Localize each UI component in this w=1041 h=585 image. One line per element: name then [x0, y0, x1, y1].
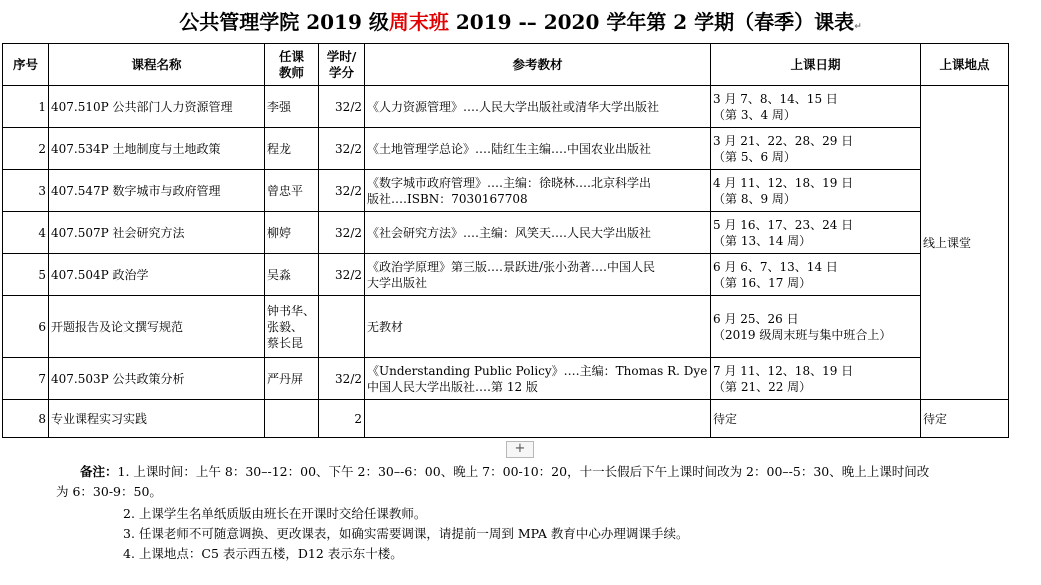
header-hours-line2: 学分: [328, 64, 354, 80]
schedule-table: [2, 43, 1009, 438]
row-no: 3: [3, 170, 49, 212]
row-no: 8: [3, 400, 49, 438]
row-textbook: 《社会研究方法》‥‥主编：风笑天‥‥人民大学出版社: [365, 212, 711, 254]
title-part-3: 2019 -– 2020 学年第 2 学期（春季）课表: [448, 10, 855, 34]
row-date-line2: （第 16、17 周）: [713, 275, 812, 290]
table-row: [3, 358, 1009, 400]
row-date-line1: 3 月 7、8、14、15 日: [713, 91, 838, 106]
row-hours: 32/2: [319, 86, 365, 128]
note-item-1-line-1: [80, 462, 929, 481]
table-row: [3, 86, 1009, 128]
row-teacher-line3: 蔡长昆: [267, 335, 304, 350]
row-textbook: [365, 400, 711, 438]
header-dates: 上课日期: [711, 44, 921, 86]
row-date-line1: 7 月 11、12、18、19 日: [713, 363, 854, 378]
row-date-line2: （第 5、6 周）: [713, 149, 796, 164]
row-hours: 2: [319, 400, 365, 438]
table-row: [3, 128, 1009, 170]
row-teacher: [265, 400, 319, 438]
row-hours: 32/2: [319, 170, 365, 212]
row-dates: [711, 358, 921, 400]
row-course: 407.503P 公共政策分析: [49, 358, 265, 400]
add-row-button[interactable]: +: [506, 441, 534, 458]
row-teacher-line1: 钟书华、: [267, 303, 316, 318]
row-textbook: [365, 254, 711, 296]
row-hours: 32/2: [319, 128, 365, 170]
row-teacher: 曾忠平: [265, 170, 319, 212]
row-no: 5: [3, 254, 49, 296]
row-dates: [711, 128, 921, 170]
row-course: 407.534P 土地制度与土地政策: [49, 128, 265, 170]
row-course: 专业课程实习实践: [49, 400, 265, 438]
header-teacher-line2: 教师: [278, 64, 304, 80]
row-date-line1: 6 月 25、26 日: [713, 311, 799, 326]
table-row: [3, 170, 1009, 212]
row-no: 6: [3, 296, 49, 358]
row-dates: [711, 296, 921, 358]
row-date-line2: （第 3、4 周）: [713, 107, 796, 122]
header-hours: [319, 44, 365, 86]
row-no: 2: [3, 128, 49, 170]
row-location: 待定: [921, 400, 1009, 438]
row-dates: [711, 170, 921, 212]
header-teacher-line1: 任课: [278, 48, 304, 64]
row-hours: 32/2: [319, 358, 365, 400]
row-dates: 待定: [711, 400, 921, 438]
row-date-line2: （2019 级周末班与集中班合上）: [713, 327, 892, 342]
row-teacher: 吴淼: [265, 254, 319, 296]
row-textbook: 无教材: [365, 296, 711, 358]
page-title: [0, 6, 1041, 35]
row-dates: [711, 254, 921, 296]
row-textbook: [365, 358, 711, 400]
row-teacher: 李强: [265, 86, 319, 128]
row-date-line2: （第 13、14 周）: [713, 233, 812, 248]
header-location: 上课地点: [921, 44, 1009, 86]
row-no: 4: [3, 212, 49, 254]
table-header-row: [3, 44, 1009, 86]
row-teacher-line2: 张毅、: [267, 319, 304, 334]
row-textbook-line1: 《Understanding Public Policy》‥‥主编：Thomas R. Dye: [367, 363, 708, 378]
row-teacher: 柳婷: [265, 212, 319, 254]
row-course: 407.507P 社会研究方法: [49, 212, 265, 254]
row-date-line1: 5 月 16、17、23、24 日: [713, 217, 854, 232]
note-item-2: 2. 上课学生名单纸质版由班长在开课时交给任课教师。: [123, 506, 427, 521]
title-part-1: 公共管理学院 2019 级: [179, 10, 389, 34]
header-course: 课程名称: [49, 44, 265, 86]
row-textbook: 《土地管理学总论》‥‥陆红生主编‥‥中国农业出版社: [365, 128, 711, 170]
note-item-1-text: 1. 上课时间：上午 8：30–-12：00、下午 2：30–-6：00、晚上 7：00-10：20，十一长假后下午上课时间改为 2：00–-5：30、晚上上课时间改: [117, 464, 930, 479]
row-dates: [711, 86, 921, 128]
row-textbook: [365, 170, 711, 212]
merged-location-cell: 线上课堂: [921, 86, 1009, 400]
row-textbook-line2: 中国人民大学出版社‥‥第 12 版: [367, 379, 538, 394]
row-date-line2: （第 21、22 周）: [713, 379, 812, 394]
row-course: 407.510P 公共部门人力资源管理: [49, 86, 265, 128]
table-row: [3, 400, 1009, 438]
note-item-1-line-2: 为 6：30-9：50。: [56, 484, 162, 499]
row-dates: [711, 212, 921, 254]
note-item-3: 3. 任课老师不可随意调换、更改课表，如确实需要调课，请提前一周到 MPA 教育中心办理调课手续。: [123, 526, 689, 541]
row-date-line1: 4 月 11、12、18、19 日: [713, 175, 854, 190]
header-hours-line1: 学时/: [326, 48, 357, 64]
row-textbook-line1: 《数字城市政府管理》‥‥主编：徐晓林‥‥北京科学出: [367, 175, 652, 190]
row-teacher: [265, 296, 319, 358]
row-course: 407.547P 数字城市与政府管理: [49, 170, 265, 212]
row-date-line1: 6 月 6、7、13、14 日: [713, 259, 838, 274]
table-row: [3, 212, 1009, 254]
table-row: [3, 296, 1009, 358]
notes-label: 备注：: [80, 464, 118, 479]
row-no: 1: [3, 86, 49, 128]
row-textbook: 《人力资源管理》‥‥人民大学出版社或清华大学出版社: [365, 86, 711, 128]
header-no: 序号: [3, 44, 49, 86]
row-course: 407.504P 政治学: [49, 254, 265, 296]
row-teacher: 程龙: [265, 128, 319, 170]
row-textbook-line2: 大学出版社: [367, 275, 428, 290]
row-teacher: 严丹屏: [265, 358, 319, 400]
row-hours: 32/2: [319, 212, 365, 254]
table-row: [3, 254, 1009, 296]
header-teacher: [265, 44, 319, 86]
note-item-4: 4. 上课地点：C5 表示西五楼，D12 表示东十楼。: [123, 546, 403, 561]
row-date-line1: 3 月 21、22、28、29 日: [713, 133, 854, 148]
paragraph-mark: ↵: [854, 22, 862, 32]
row-textbook-line2: 版社‥‥ISBN：7030167708: [367, 191, 528, 206]
row-textbook-line1: 《政治学原理》第三版‥‥景跃进/张小劲著‥‥中国人民: [367, 259, 656, 274]
row-hours: 32/2: [319, 254, 365, 296]
header-textbook: 参考教材: [365, 44, 711, 86]
title-highlight: 周末班: [388, 10, 449, 34]
row-date-line2: （第 8、9 周）: [713, 191, 796, 206]
row-course: 开题报告及论文撰写规范: [49, 296, 265, 358]
row-hours: [319, 296, 365, 358]
row-no: 7: [3, 358, 49, 400]
